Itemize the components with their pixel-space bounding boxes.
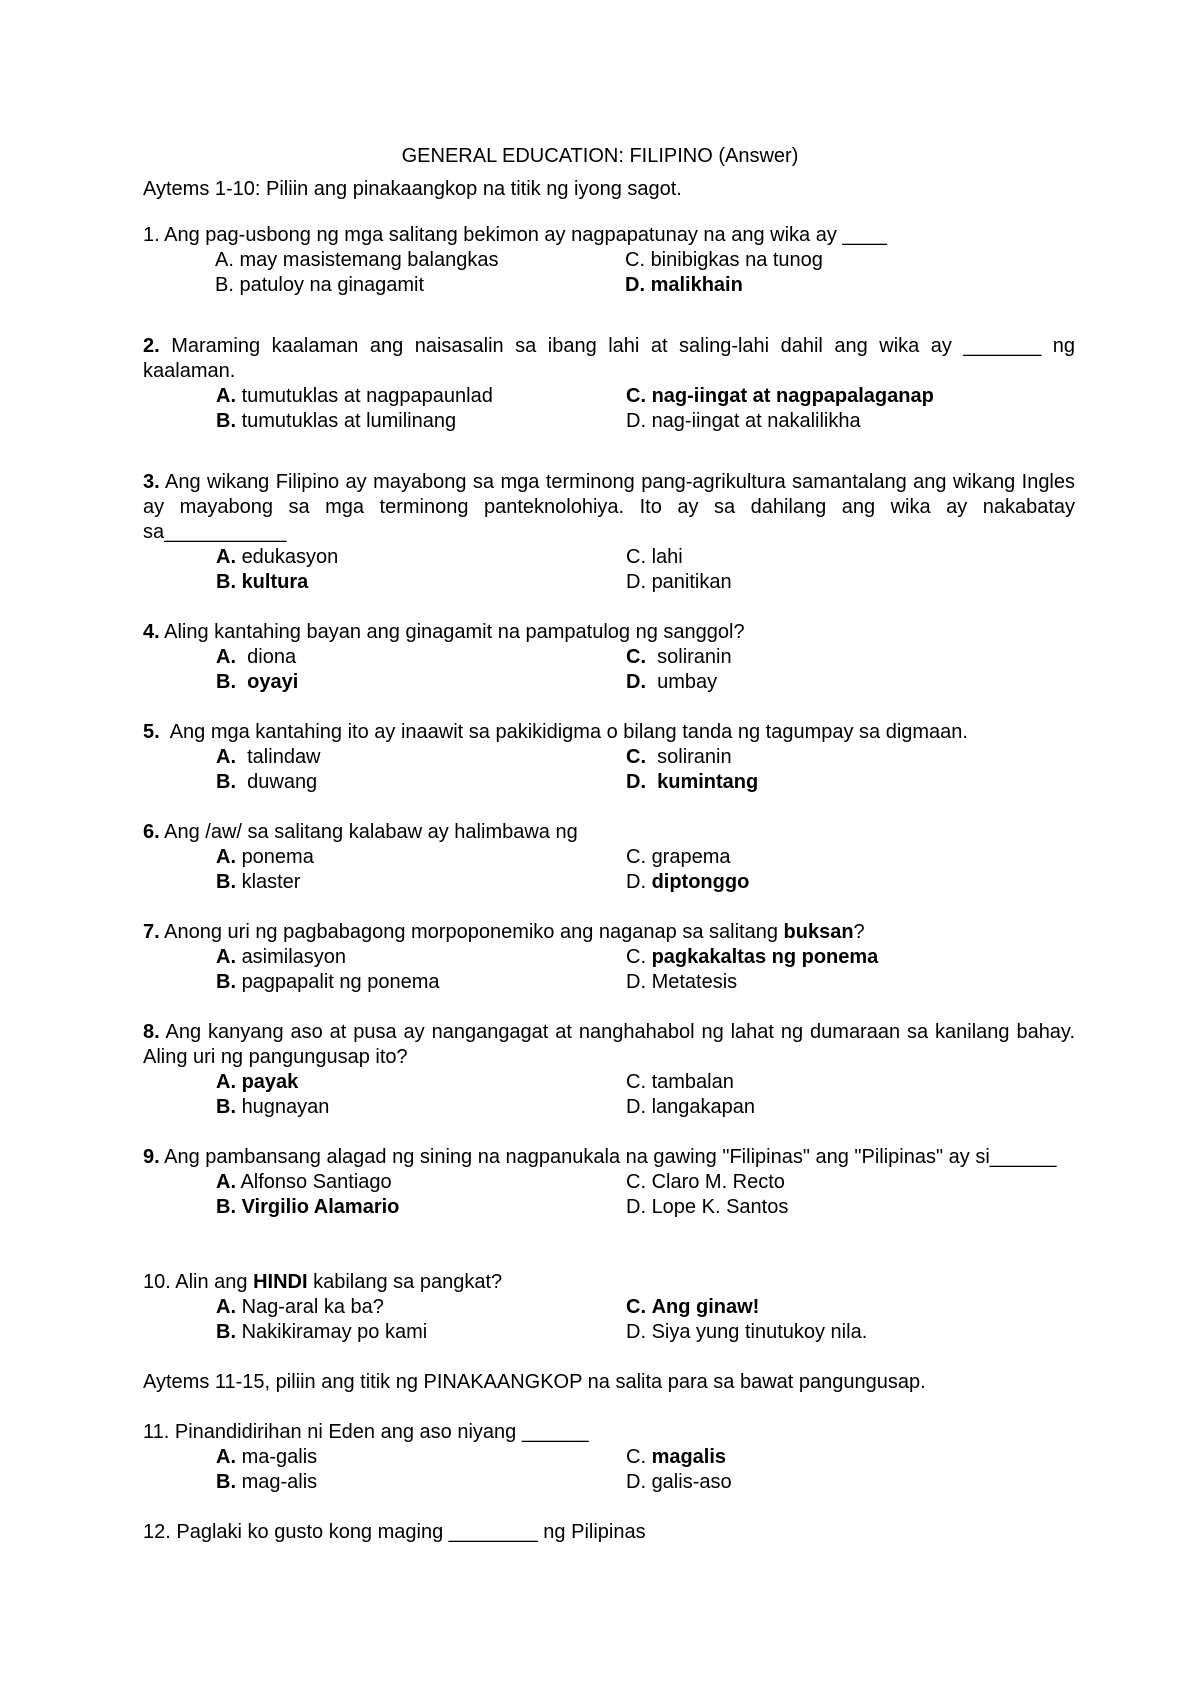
question-stem: 5. Ang mga kantahing ito ay inaawit sa pakikidigma o bilang tanda ng tagumpay sa digmaan. [143, 721, 968, 743]
option-d: D. galis-aso [626, 1471, 732, 1493]
option-b: B. tumutuklas at lumilinang [216, 410, 457, 432]
option-c-answer: C. nag-iingat at nagpapalaganap [626, 385, 934, 407]
option-c: C. soliranin [626, 746, 732, 768]
page-title: GENERAL EDUCATION: FILIPINO (Answer) [401, 145, 799, 167]
question-stem: 1. Ang pag-usbong ng mga salitang bekimon ay nagpapatunay na ang wika ay ____ [143, 224, 887, 246]
question-stem: 9. Ang pambansang alagad ng sining na nagpanukala na gawing "Filipinas" ang "Pilipinas" ay si______ [143, 1146, 1057, 1168]
question-stem: 2. Maraming kaalaman ang naisasalin sa ibang lahi at saling-lahi dahil ang wika ay _______ ng kaalaman. [143, 335, 1076, 382]
option-b-answer: B. Virgilio Alamario [216, 1196, 400, 1218]
option-c-answer: C. Ang ginaw! [626, 1296, 760, 1318]
question-9 [143, 1145, 1075, 1220]
option-a: A. Nag-aral ka ba? [216, 1296, 384, 1318]
instructions-items-11-15: Aytems 11-15, piliin ang titik ng PINAKAANGKOP na salita para sa bawat pangungusap. [143, 1371, 926, 1393]
question-2 [143, 334, 1075, 434]
option-a: A. ma-galis [216, 1446, 318, 1468]
options [216, 1295, 1075, 1345]
option-a: A. diona [216, 646, 297, 668]
options [216, 845, 1075, 895]
option-c: C. binibigkas na tunog [625, 249, 823, 271]
option-a: A. Alfonso Santiago [216, 1171, 392, 1193]
option-a: A. tumutuklas at nagpapaunlad [216, 385, 493, 407]
question-5 [143, 720, 1075, 795]
option-a: A. edukasyon [216, 546, 339, 568]
option-b: B. pagpapalit ng ponema [216, 971, 440, 993]
options [216, 384, 1075, 434]
question-stem: 7. Anong uri ng pagbabagong morpoponemiko ang naganap sa salitang buksan? [143, 921, 865, 943]
option-b: B. klaster [216, 871, 301, 893]
question-10 [143, 1270, 1075, 1345]
options [216, 745, 1075, 795]
option-c: C. soliranin [626, 646, 732, 668]
option-c: C. tambalan [626, 1071, 734, 1093]
question-12 [143, 1520, 1075, 1545]
option-d: D. Metatesis [626, 971, 738, 993]
option-b: B. duwang [216, 771, 318, 793]
option-c-answer: C. magalis [626, 1446, 727, 1468]
options [216, 645, 1075, 695]
option-b: B. hugnayan [216, 1096, 330, 1118]
question-6 [143, 820, 1075, 895]
question-stem: 10. Alin ang HINDI kabilang sa pangkat? [143, 1271, 503, 1293]
question-stem: 3. Ang wikang Filipino ay mayabong sa mga terminong pang-agrikultura samantalang ang wikang Ingles ay mayabong sa mga terminong panteknolohiya. Ito ay sa dahilang ang wika ay nakabatay sa___________ [143, 471, 1076, 543]
option-c-answer: C. pagkakaltas ng ponema [626, 946, 879, 968]
option-a: A. talindaw [216, 746, 321, 768]
option-b-answer: B. kultura [216, 571, 309, 593]
question-stem: 4. Aling kantahing bayan ang ginagamit na pampatulog ng sanggol? [143, 621, 745, 643]
option-d-answer: D. malikhain [625, 274, 743, 296]
options [216, 1445, 1075, 1495]
option-d: D. langakapan [626, 1096, 755, 1118]
question-8 [143, 1020, 1075, 1120]
option-c: C. grapema [626, 846, 731, 868]
option-d-answer: D. diptonggo [626, 871, 750, 893]
option-c: C. lahi [626, 546, 683, 568]
question-7 [143, 920, 1075, 995]
question-1 [143, 223, 1075, 298]
option-d-answer: D. kumintang [626, 771, 759, 793]
instructions-items-1-10: Aytems 1-10: Piliin ang pinakaangkop na titik ng iyong sagot. [143, 178, 682, 200]
option-a-answer: A. payak [216, 1071, 299, 1093]
option-b-answer: B. oyayi [216, 671, 299, 693]
question-stem: 6. Ang /aw/ sa salitang kalabaw ay halimbawa ng [143, 821, 578, 843]
option-a: A. ponema [216, 846, 314, 868]
option-a: A. asimilasyon [216, 946, 347, 968]
option-d: D. panitikan [626, 571, 732, 593]
question-stem: 8. Ang kanyang aso at pusa ay nangangagat at nanghahabol ng lahat ng dumaraan sa kanilang bahay. Aling uri ng pangungusap ito? [143, 1021, 1076, 1068]
option-c: C. Claro M. Recto [626, 1171, 785, 1193]
option-b: B. mag-alis [216, 1471, 318, 1493]
option-d: D. Lope K. Santos [626, 1196, 789, 1218]
option-d: D. nag-iingat at nakalilikha [626, 410, 861, 432]
options [216, 1070, 1075, 1120]
question-stem: 11. Pinandidirihan ni Eden ang aso niyang ______ [143, 1421, 589, 1443]
option-d: D. Siya yung tinutukoy nila. [626, 1321, 868, 1343]
option-b: B. patuloy na ginagamit [215, 274, 425, 296]
option-d: D. umbay [626, 671, 718, 693]
option-b: B. Nakikiramay po kami [216, 1321, 428, 1343]
question-stem: 12. Paglaki ko gusto kong maging ________ ng Pilipinas [143, 1521, 646, 1543]
question-3 [143, 470, 1075, 595]
options [216, 945, 1075, 995]
options [215, 248, 1075, 298]
option-a: A. may masistemang balangkas [215, 249, 499, 271]
options [216, 545, 1075, 595]
question-11 [143, 1420, 1075, 1495]
question-4 [143, 620, 1075, 695]
options [216, 1170, 1075, 1220]
